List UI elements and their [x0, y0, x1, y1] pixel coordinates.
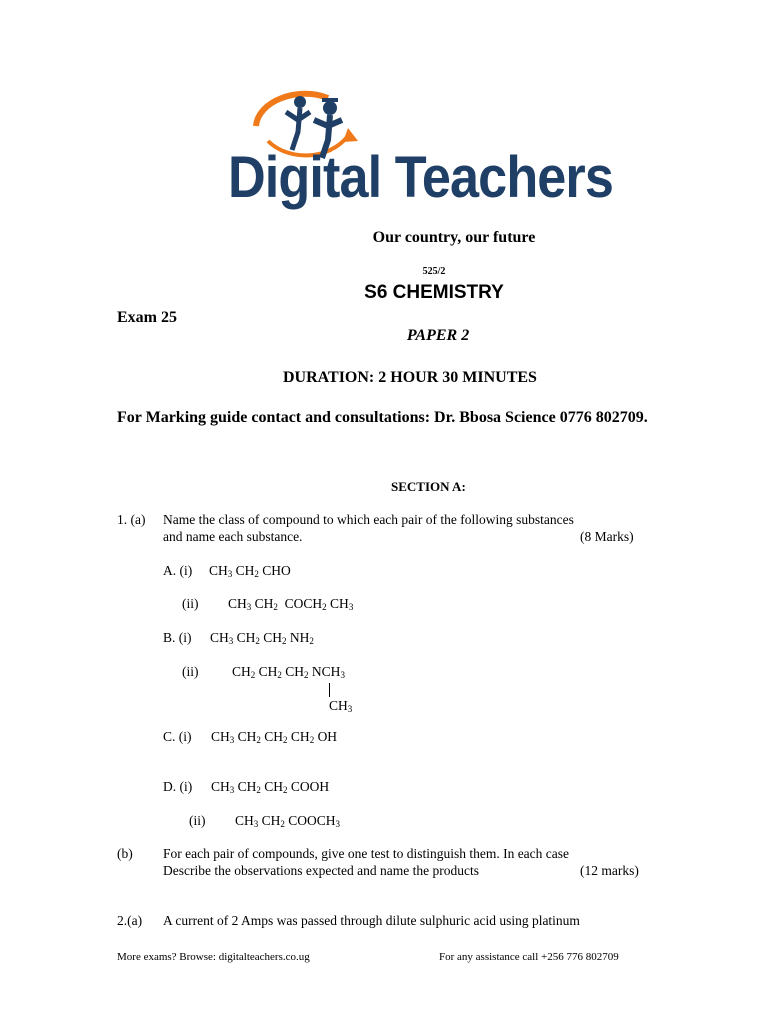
q1-b-ii-label: (ii): [182, 664, 199, 679]
formula-a-ii: $CH_3$ $CH_2$ $COCH_2$ $CH_3$: [228, 596, 354, 612]
q1-marks: (8 Marks): [580, 529, 634, 544]
formula-d-i: $CH_3$ $CH_2$ $CH_2$ COOH: [211, 779, 330, 795]
q1-b-line2: Describe the observations expected and name the products: [163, 863, 480, 878]
paper-label: PAPER 2: [406, 327, 470, 344]
q1-b-marks: (12 marks): [580, 863, 639, 878]
q1-a-label: A. (i): [163, 563, 193, 578]
q1-a-ii-label: (ii): [182, 596, 199, 611]
page-title: S6 CHEMISTRY: [364, 282, 504, 303]
motto: Our country, our future: [372, 229, 536, 246]
logo-text: Digital Teachers: [228, 145, 613, 210]
q2-number: 2.(a): [117, 913, 143, 928]
q1-b-line1: For each pair of compounds, give one test to distinguish them. In each case: [163, 846, 570, 861]
q1-b-part-number: (b): [117, 846, 133, 861]
formula-d-ii: $CH_3$ $CH_2$ $COOCH_3$: [235, 813, 341, 829]
q1-number: 1. (a): [117, 512, 146, 527]
formula-a-i: $CH_3$ $CH_2$ CHO: [209, 563, 291, 579]
section-heading: SECTION A:: [391, 479, 466, 494]
formula-c-i: $CH_3$ $CH_2$ $CH_2$ $CH_2$ OH: [211, 729, 338, 745]
footer-left: More exams? Browse: digitalteachers.co.ug: [117, 951, 310, 963]
formula-b-ii: $CH_2$ $CH_2$ $CH_2$ $NCH_3$: [232, 664, 345, 680]
q1-d-ii-label: (ii): [189, 813, 206, 828]
footer-right: For any assistance call +256 776 802709: [439, 951, 619, 963]
contact-line: For Marking guide contact and consultations: Dr. Bbosa Science 0776 802709.: [117, 409, 648, 426]
q1-b-label: B. (i): [163, 630, 192, 645]
formula-b-ii-branch: $CH_3$: [329, 698, 353, 714]
exam-number: Exam 25: [117, 309, 177, 326]
duration: DURATION: 2 HOUR 30 MINUTES: [283, 369, 537, 386]
formula-b-i: $CH_3$ $CH_2$ $CH_2$ $NH_2$: [210, 630, 314, 646]
q1-line1: Name the class of compound to which each pair of the following substances: [163, 512, 574, 527]
q1-line2: and name each substance.: [163, 529, 303, 544]
logo: [228, 86, 678, 231]
paper-code: 525/2: [422, 266, 446, 277]
q2-line1: A current of 2 Amps was passed through dilute sulphuric acid using platinum: [163, 913, 580, 928]
q1-d-label: D. (i): [163, 779, 193, 794]
bond-line: [329, 683, 330, 697]
q1-c-label: C. (i): [163, 729, 192, 744]
